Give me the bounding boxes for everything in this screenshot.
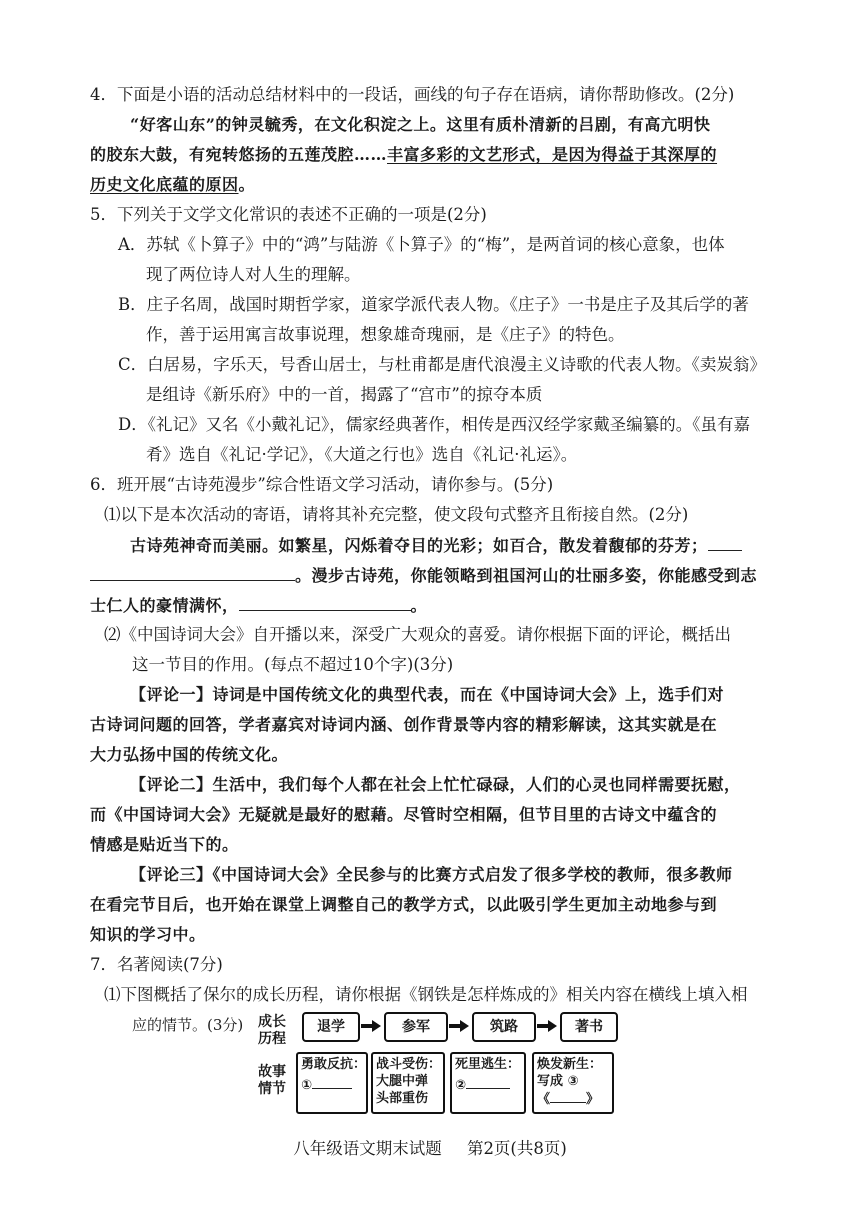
growth-diagram — [258, 1012, 618, 1117]
question-4-passage-line-3 — [90, 172, 255, 198]
comment-3-tag: 【评论三】 — [130, 865, 213, 884]
option-b-line-1: B．庄子名周，战国时期哲学家，道家学派代表人物。《庄子》一书是庄子及其后学的著 — [118, 295, 749, 314]
row-label-growth-a: 成长 — [258, 1014, 286, 1030]
page-footer — [0, 1135, 860, 1159]
option-b-line-2: 作，善于运用寓言故事说理，想象雄奇瑰丽，是《庄子》的特色。 — [146, 325, 625, 344]
passage-period: 。 — [238, 175, 256, 194]
question-4-stem: 4．下面是小语的活动总结材料中的一段话，画线的句子存在语病，请你帮助修改。(2分) — [90, 85, 735, 104]
comment-1-tag: 【评论一】 — [130, 685, 213, 704]
question-6-part-1-stem: ⑴以下是本次活动的寄语，请将其补充完整，使文段句式整齐且衔接自然。(2分) — [104, 505, 689, 524]
answer-blank-4[interactable] — [466, 1076, 510, 1089]
message-line-2 — [90, 562, 757, 589]
message-line-3 — [90, 592, 427, 619]
row-label-plot-b: 情节 — [258, 1081, 286, 1097]
plot-box-4 — [532, 1052, 614, 1114]
question-4-passage-line-2 — [90, 142, 717, 168]
book-quote-open: 《 — [537, 1092, 551, 1107]
book-quote-close: 》 — [586, 1092, 600, 1107]
option-d-line-1: D．《礼记》又名《小戴礼记》，儒家经典著作，相传是西汉经学家戴圣编纂的。《虽有嘉 — [118, 415, 750, 434]
plot-1-blank-line — [301, 1076, 363, 1094]
comment-2-text: 生活中，我们每个人都在社会上忙忙碌碌，人们的心灵也同样需要抚慰， — [212, 775, 741, 794]
comment-1-line-3: 大力弘扬中国的传统文化。 — [90, 745, 289, 764]
plot-3-blank-line — [455, 1076, 521, 1094]
comment-1-line-1 — [130, 682, 724, 708]
arrow-icon — [449, 1020, 469, 1032]
stage-road-building: 筑路 — [472, 1012, 536, 1042]
message-period: 。 — [410, 596, 428, 615]
stage-enlist: 参军 — [384, 1012, 448, 1042]
option-a-line-2: 现了两位诗人对人生的理解。 — [146, 265, 361, 284]
question-6-stem: 6．班开展“古诗苑漫步”综合性语文学习活动，请你参与。(5分) — [90, 475, 554, 494]
answer-blank-1a[interactable] — [708, 532, 742, 551]
comment-3-line-3: 知识的学习中。 — [90, 925, 206, 944]
passage-text: 的胶东大鼓，有宛转悠扬的五莲茂腔…… — [90, 145, 388, 164]
option-c-line-2: 是组诗《新乐府》中的一首，揭露了“宫市”的掠夺本质 — [146, 385, 543, 404]
blank-marker-1: ① — [301, 1078, 313, 1093]
plot-box-1 — [296, 1052, 368, 1114]
stage-dropout: 退学 — [302, 1012, 360, 1042]
plot-box-2 — [371, 1052, 445, 1114]
row-label-plot — [258, 1064, 286, 1098]
underlined-sentence-part-2: 历史文化底蕴的原因 — [90, 175, 239, 194]
underlined-sentence-part-1: 丰富多彩的文艺形式，是因为得益于其深厚的 — [387, 145, 718, 164]
arrow-icon — [537, 1020, 557, 1032]
plot-4-title: 焕发新生： — [537, 1057, 603, 1072]
plot-4-line-2: 写成 ③ — [537, 1074, 579, 1089]
comment-2-line-1 — [130, 772, 741, 798]
comment-1-line-2: 古诗词问题的回答，学者嘉宾对诗词内涵、创作背景等内容的精彩解读，这其实就是在 — [90, 715, 718, 734]
message-text: 古诗苑神奇而美丽。如繁星，闪烁着夺目的光彩；如百合，散发着馥郁的芬芳； — [130, 536, 708, 555]
arrow-icon — [361, 1020, 381, 1032]
option-d-line-2: 肴》选自《礼记·学记》，《大道之行也》选自《礼记·礼运》。 — [146, 445, 578, 464]
option-c-line-1: C．白居易，字乐天，号香山居士，与杜甫都是唐代浪漫主义诗歌的代表人物。《卖炭翁》 — [118, 355, 766, 374]
option-a-line-1: A．苏轼《卜算子》中的“鸿”与陆游《卜算子》的“梅”，是两首词的核心意象，也体 — [118, 235, 725, 254]
plot-2-line-2: 大腿中弹 — [376, 1074, 429, 1089]
stage-writing: 著书 — [560, 1012, 618, 1042]
row-label-growth — [258, 1014, 286, 1048]
plot-2-title: 战斗受伤： — [376, 1057, 442, 1072]
footer-page-number: 第2页(共8页) — [466, 1139, 567, 1158]
row-label-growth-b: 历程 — [258, 1031, 286, 1047]
question-6-part-2-line-1: ⑵《中国诗词大会》自开播以来，深受广大观众的喜爱。请你根据下面的评论，概括出 — [104, 625, 731, 644]
answer-blank-5[interactable] — [550, 1090, 586, 1103]
message-text: 士仁人的豪情满怀， — [90, 596, 239, 615]
answer-blank-3[interactable] — [312, 1076, 352, 1089]
comment-1-text: 诗词是中国传统文化的典型代表，而在《中国诗词大会》上，选手们对 — [212, 685, 725, 704]
question-7-part-1-line-2: 应的情节。(3分) — [132, 1016, 244, 1034]
comment-3-line-1 — [130, 862, 733, 888]
footer-exam-title: 八年级语文期末试题 — [293, 1139, 442, 1158]
question-4-passage-line-1: “好客山东”的钟灵毓秀，在文化积淀之上。这里有质朴清新的吕剧，有高亢明快 — [130, 115, 711, 134]
message-line-1 — [130, 532, 742, 559]
question-5-stem: 5．下列关于文学文化常识的表述不正确的一项是(2分) — [90, 205, 487, 224]
comment-3-text: 《中国诗词大会》全民参与的比赛方式启发了很多学校的教师，很多教师 — [212, 865, 733, 884]
plot-1-title: 勇敢反抗： — [301, 1057, 367, 1072]
plot-3-title: 死里逃生： — [455, 1057, 521, 1072]
comment-3-line-2: 在看完节目后，也开始在课堂上调整自己的教学方式，以此吸引学生更加主动地参与到 — [90, 895, 718, 914]
comment-2-line-2: 而《中国诗词大会》无疑就是最好的慰藉。尽管时空相隔，但节目里的古诗文中蕴含的 — [90, 805, 718, 824]
message-text: 。漫步古诗苑，你能领略到祖国河山的壮丽多姿，你能感受到志 — [295, 566, 758, 585]
answer-blank-2[interactable] — [239, 592, 411, 611]
blank-marker-2: ② — [455, 1078, 467, 1093]
plot-box-3 — [450, 1052, 526, 1114]
question-6-part-2-line-2: 这一节目的作用。(每点不超过10个字)(3分) — [132, 655, 454, 674]
plot-4-blank-line — [537, 1090, 609, 1108]
question-7-stem: 7．名著阅读(7分) — [90, 955, 223, 974]
row-label-plot-a: 故事 — [258, 1064, 286, 1080]
comment-2-line-3: 情感是贴近当下的。 — [90, 835, 239, 854]
plot-2-line-3: 头部重伤 — [376, 1091, 429, 1106]
question-7-part-1-line-1: ⑴下图概括了保尔的成长历程，请你根据《钢铁是怎样炼成的》相关内容在横线上填入相 — [104, 985, 748, 1004]
comment-2-tag: 【评论二】 — [130, 775, 213, 794]
answer-blank-1b[interactable] — [90, 562, 295, 581]
